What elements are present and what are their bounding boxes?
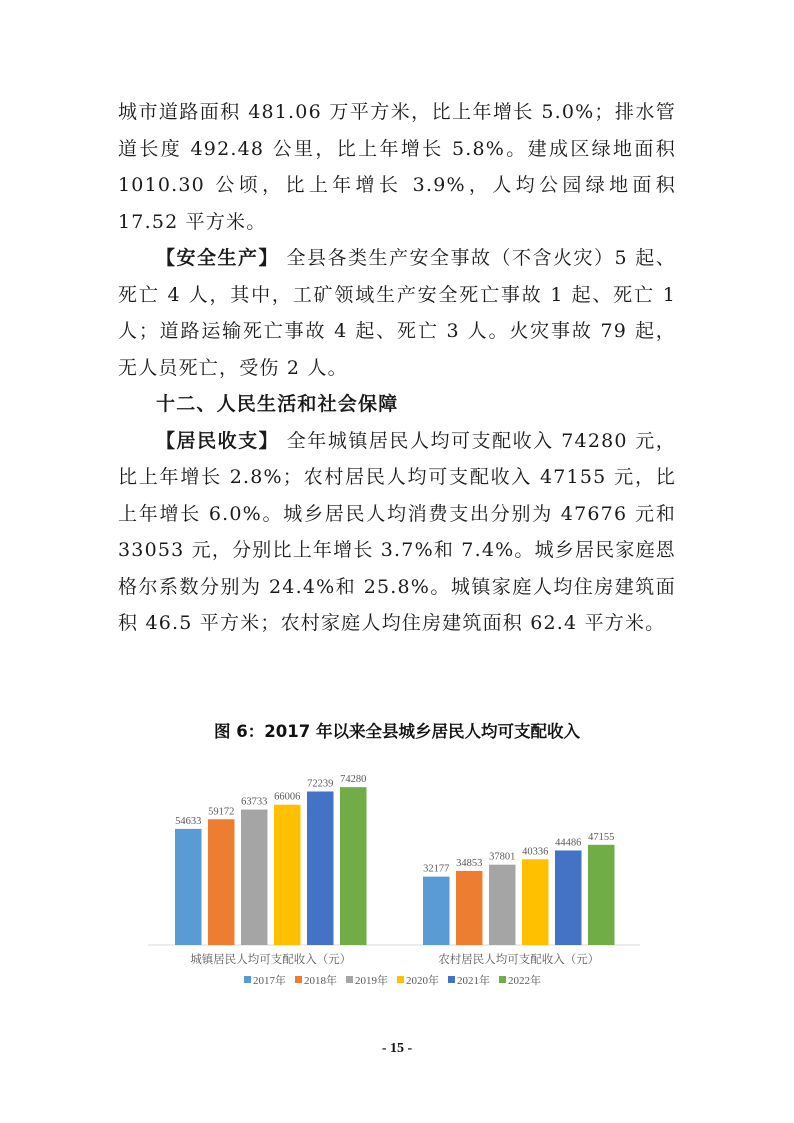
bar	[274, 805, 301, 945]
data-label: 59172	[208, 806, 235, 818]
data-label: 44486	[555, 837, 582, 849]
data-label: 37801	[489, 851, 516, 863]
data-label: 72239	[307, 778, 334, 790]
income-expenditure-body: 全年城镇居民人均可支配收入 74280 元，比上年增长 2.8%；农村居民人均可支配收入 47155 元，比上年增长 6.0%。城乡居民人均消费支出分别为 47676 元和 33053 元，分别比上年增长 3.7%和 7.4%。城乡居民家庭恩格尔系数分别为 24.4%和 25.8%。城镇家庭人均住房建筑面积 46.5 平方米；农村家庭人均住房建筑面积 62.4 平方米。	[118, 429, 677, 634]
category-label: 农村居民人均可支配收入（元）	[438, 954, 600, 966]
bar	[555, 850, 582, 945]
data-label: 74280	[340, 774, 367, 786]
bar	[588, 845, 615, 945]
data-label: 54633	[175, 815, 202, 827]
section-heading: 十二、人民生活和社会保障	[156, 393, 399, 415]
bar	[340, 787, 367, 945]
legend-swatch	[448, 976, 455, 983]
legend-label: 2018年	[304, 975, 337, 987]
legend-swatch	[499, 976, 506, 983]
data-label: 32177	[423, 863, 450, 875]
data-label: 40336	[522, 846, 549, 858]
bar	[423, 877, 450, 945]
figure-title: 图 6：2017 年以来全县城乡居民人均可支配收入	[214, 722, 580, 741]
paragraph-urban-infrastructure: 城市道路面积 481.06 万平方米，比上年增长 5.0%；排水管道长度 492.48 公里，比上年增长 5.8%。建成区绿地面积 1010.30 公顷，比上年增长 3.9%，人均公园绿地面积 17.52 平方米。	[118, 101, 676, 233]
data-label: 63733	[241, 796, 268, 808]
legend-label: 2021年	[457, 975, 490, 987]
data-label: 66006	[274, 791, 301, 803]
legend-swatch	[397, 976, 404, 983]
legend-label: 2022年	[508, 975, 541, 987]
data-label: 47155	[588, 831, 615, 843]
legend-label: 2019年	[355, 975, 388, 987]
body-text	[118, 94, 676, 642]
paragraph-safety-production	[118, 240, 676, 386]
legend-swatch	[295, 976, 302, 983]
paragraph-income-expenditure	[118, 423, 676, 642]
safety-production-title: 【安全生产】	[156, 247, 279, 269]
income-expenditure-title: 【居民收支】	[156, 429, 280, 452]
bar	[456, 871, 483, 945]
legend-label: 2017年	[253, 975, 286, 987]
bar	[522, 859, 549, 945]
data-label: 34853	[456, 857, 483, 869]
page-number: - 15 -	[381, 1041, 413, 1056]
bar	[208, 819, 235, 945]
bar	[307, 791, 334, 945]
bar	[241, 810, 268, 945]
legend-swatch	[244, 976, 251, 983]
safety-production-body: 全县各类生产安全事故（不含火灾）5 起、死亡 4 人，其中，工矿领域生产安全死亡事故 1 起、死亡 1 人；道路运输死亡事故 4 起、死亡 3 人。火灾事故 79 起，无人员死亡，受伤 2 人。	[118, 247, 676, 379]
income-bar-chart	[140, 750, 650, 1000]
legend-swatch	[346, 976, 353, 983]
legend-label: 2020年	[406, 975, 439, 987]
bar	[489, 865, 516, 945]
category-label: 城镇居民人均可支配收入（元）	[190, 954, 352, 966]
bar	[175, 829, 202, 945]
